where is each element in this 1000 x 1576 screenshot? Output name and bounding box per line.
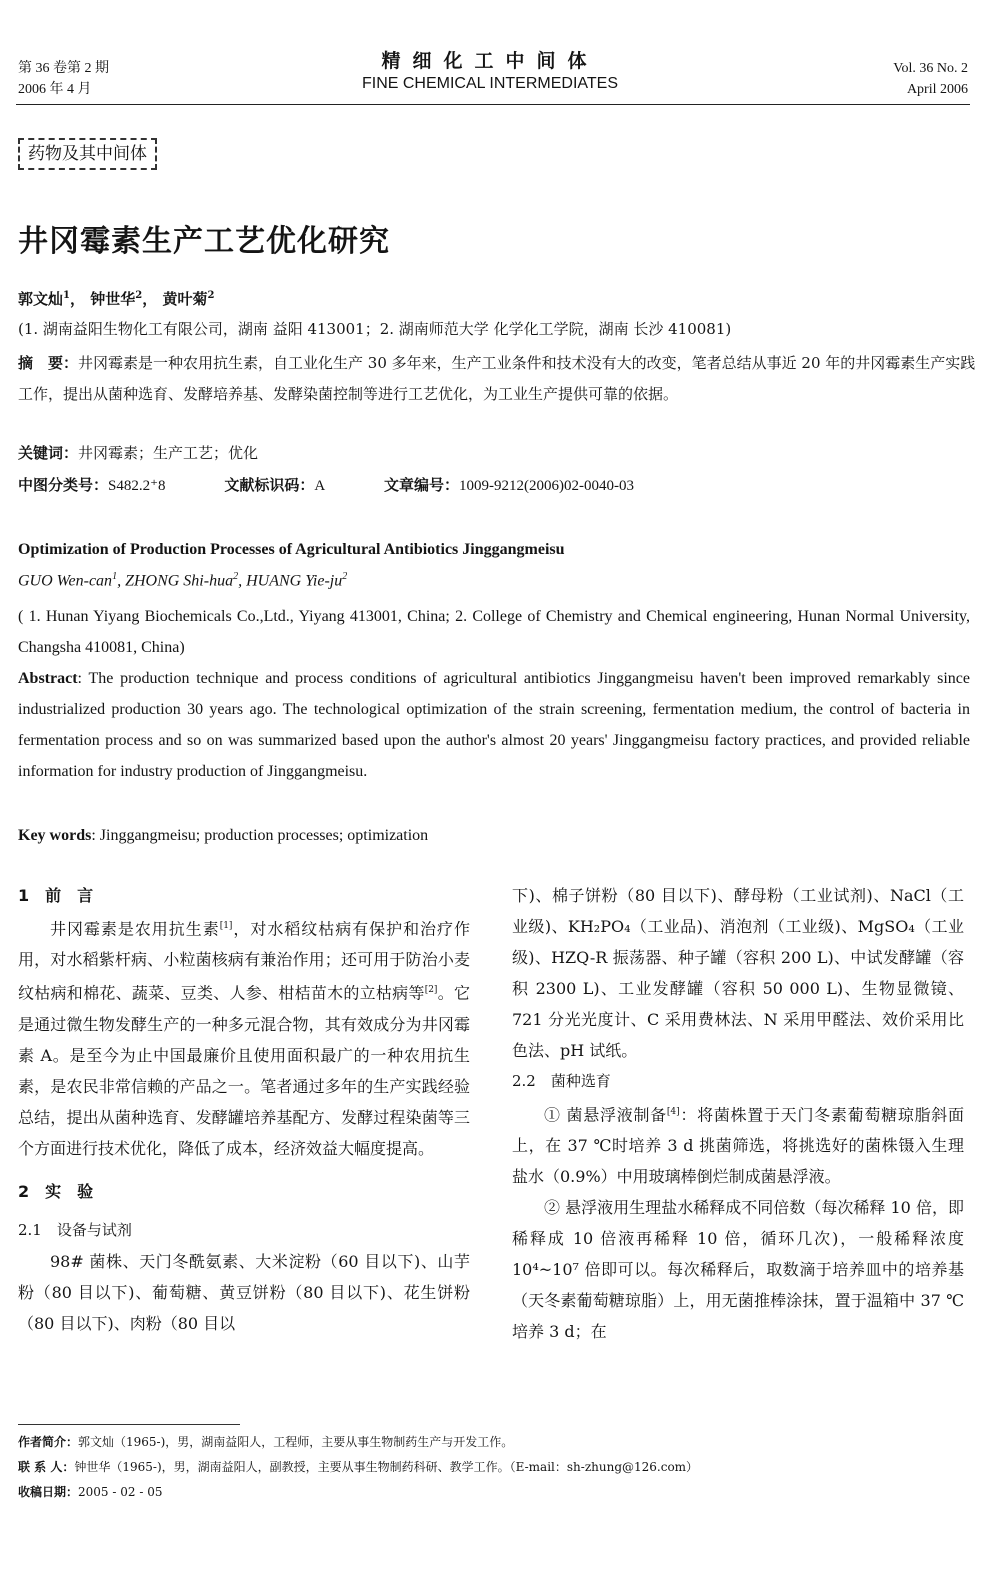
- paragraph-text: ，对水稻纹枯病有保护和治疗作用，对水稻紫杆病、小粒菌核病有兼治作用；还可用于防治小麦纹枯病和棉花、蔬菜、豆类、人参、柑桔苗木的立枯病等: [18, 919, 470, 1003]
- body-paragraph: ② 悬浮液用生理盐水稀释成不同倍数（每次稀释 10 倍，即稀释成 10 倍液再稀释 10 倍，循环几次)，一般稀释浓度 10⁴~10⁷ 倍即可以。每次稀释后，取数滴于培养皿中的培养基（天冬素葡萄糖琼脂）上，用无菌推棒涂抹，置于温箱中 37 ℃培养 3 d；在: [512, 1198, 964, 1342]
- footnote-rule: [18, 1424, 240, 1425]
- paper-title-en: Optimization of Production Processes of Agricultural Antibiotics Jinggangmeisu: [18, 541, 565, 558]
- author-name-en: GUO Wen-can: [18, 572, 113, 590]
- author-affil-mark: 2: [135, 290, 143, 301]
- abstract-cn: [18, 348, 976, 410]
- footnotes: [18, 1430, 698, 1505]
- subsection-heading: 2.2 菌种选育: [512, 1072, 611, 1090]
- citation-ref: [1]: [219, 921, 233, 931]
- article-number-value: 1009-9212(2006)02-0040-03: [458, 478, 634, 494]
- doc-code-label: 文献标识码：: [224, 476, 315, 494]
- footnote-author: [18, 1430, 698, 1455]
- keywords-cn-label: 关键词：: [18, 444, 79, 462]
- journal-name-en: FINE CHEMICAL INTERMEDIATES: [361, 75, 619, 92]
- authors-cn: [18, 288, 214, 309]
- clc-value: S482.2⁺8: [108, 478, 166, 494]
- citation-ref: [2]: [424, 985, 438, 996]
- author-separator: ，: [142, 290, 158, 308]
- author-separator: ，: [69, 290, 85, 308]
- journal-name-cn: 精细化工中间体: [381, 50, 599, 72]
- author-affil-mark: 1: [63, 290, 70, 301]
- keywords-en: Key words: Jinggangmeisu; production processes; optimization: [18, 827, 429, 844]
- author-name-en: ZHONG Shi-hua: [125, 572, 234, 590]
- keywords-en-text: Jinggangmeisu; production processes; optimization: [99, 827, 429, 844]
- paragraph-text: ① 菌悬浮液制备: [544, 1105, 667, 1125]
- footnote-label: 收稿日期：: [18, 1485, 79, 1499]
- abstract-en-label: Abstract: [18, 670, 78, 687]
- journal-masthead: [280, 48, 700, 94]
- footnote-contact: [18, 1455, 698, 1480]
- footnote-text: 2005 - 02 - 05: [78, 1485, 163, 1499]
- section-heading: 2 实 验: [18, 1181, 94, 1201]
- paragraph-text: 井冈霉素是农用抗生素: [50, 919, 220, 939]
- clc-label: 中图分类号：: [18, 476, 109, 494]
- affiliation-en: ( 1. Hunan Yiyang Biochemicals Co.,Ltd., Yiyang 413001, China; 2. College of Chemistry and Chemical engineering, Hunan Normal University, Changsha 410081, China): [18, 608, 970, 656]
- volume-en: Vol. 36 No. 2: [893, 61, 968, 76]
- body-paragraph: 下)、棉子饼粉（80 目以下)、酵母粉（工业试剂)、NaCl（工业级)、KH₂PO₄（工业品)、消泡剂（工业级)、MgSO₄（工业级)、HZQ-R 振荡器、种子罐（容积 200 L)、中试发酵罐（容积 2300 L)、工业发酵罐（容积 50 000 L)、生物显微镜、721 分光光度计、C 采用费林法、N 采用甲醛法、效价采用比色法、pH 试纸。: [512, 886, 964, 1060]
- citation-ref: [4]: [666, 1107, 680, 1117]
- body-paragraph: 98# 菌株、天门冬酰氨素、大米淀粉（60 目以下)、山芋粉（80 目以下)、葡萄糖、黄豆饼粉（80 目以下)、花生饼粉（80 目以下)、肉粉（80 目以: [18, 1251, 470, 1333]
- body-paragraph: [512, 1097, 964, 1192]
- abstract-cn-label: 摘 要：: [18, 354, 79, 372]
- classification-line: [18, 474, 634, 495]
- footnote-label: 作者简介：: [18, 1435, 79, 1449]
- footnote-text: 钟世华（1965-)，男，湖南益阳人，副教授，主要从事生物制药科研、教学工作。（E-mail：sh-zhung@126.com）: [74, 1460, 699, 1474]
- body-paragraph: [18, 911, 470, 1164]
- author-affil-mark: 1: [112, 571, 118, 582]
- date-en: April 2006: [906, 82, 968, 97]
- column-tag: 药物及其中间体: [18, 138, 157, 170]
- keywords-cn: [18, 442, 258, 463]
- author-name: 郭文灿: [18, 290, 64, 308]
- paragraph-text: ：将菌株置于天门冬素葡萄糖琼脂斜面上，在 37 ℃时培养 3 d 挑菌筛选，将挑选好的菌株镊入生理盐水（0.9%）中用玻璃棒倒烂制成菌悬浮液。: [512, 1105, 964, 1187]
- author-affil-mark: 2: [207, 290, 215, 301]
- author-name-en: HUANG Yie-ju: [246, 572, 343, 590]
- issue-info-en: [893, 58, 968, 100]
- author-affil-mark: 2: [233, 571, 239, 582]
- author-affil-mark: 2: [342, 571, 348, 582]
- subsection-heading: 2.1 设备与试剂: [18, 1220, 132, 1239]
- author-name: 黄叶菊: [162, 290, 208, 308]
- author-name: 钟世华: [90, 290, 136, 308]
- body-column-right: [512, 880, 964, 1347]
- article-number-label: 文章编号：: [383, 476, 459, 494]
- issue-info: [18, 58, 109, 100]
- volume-cn: 第 36 卷第 2 期: [18, 61, 109, 76]
- affiliation-cn: (1. 湖南益阳生物化工有限公司，湖南 益阳 413001；2. 湖南师范大学 化学化工学院，湖南 长沙 410081): [18, 320, 732, 338]
- header-rule: [16, 104, 970, 105]
- footnote-text: 郭文灿（1965-)，男，湖南益阳人，工程师，主要从事生物制药生产与开发工作。: [78, 1435, 514, 1449]
- footnote-label: 联 系 人：: [18, 1460, 75, 1474]
- paper-title-cn: 井冈霉素生产工艺优化研究: [18, 224, 390, 259]
- abstract-en-text: The production technique and process conditions of agricultural antibiotics Jinggangmeisu haven't been improved remarkably since industrialized production 30 years ago. The technological optimization of the strain screening, fermentation medium, the control of bacteria in fermentation process and so on was summarized based upon the author's almost 20 years' Jinggangmeisu factory practices, and provided reliable information for industry production of Jinggangmeisu.: [18, 670, 971, 780]
- authors-en: GUO Wen-can$^1$, ZHONG Shi-hua$^2$, HUANG Yie-$ju^2$: [18, 571, 348, 590]
- date-cn: 2006 年 4 月: [18, 82, 92, 97]
- section-heading: 1 前 言: [18, 886, 94, 905]
- keywords-cn-text: 井冈霉素；生产工艺；优化: [78, 444, 259, 462]
- abstract-en: Abstract: The production technique and process conditions of agricultural antibiotics Jinggangmeisu haven't been improved remarkably since industrialized production 30 years ago. The technological optimization of the strain screening, fermentation medium, the control of bacteria in fermentation process and so on was summarized based upon the author's almost 20 years' Jinggangmeisu factory practices, and provided reliable information for industry production of Jinggangmeisu.: [18, 670, 971, 780]
- footnote-received: [18, 1480, 698, 1505]
- abstract-cn-text: 井冈霉素是一种农用抗生素，自工业化生产 30 多年来，生产工业条件和技术没有大的改变，笔者总结从事近 20 年的井冈霉素生产实践工作，提出从菌种选育、发酵培养基、发酵染菌控制等进行工艺优化，为工业生产提供可靠的依据。: [18, 354, 976, 403]
- body-column-left: [18, 880, 470, 1339]
- keywords-en-label: Key words: [18, 827, 92, 844]
- paragraph-text: 。它是通过微生物发酵生产的一种多元混合物，其有效成分为井冈霉素 A。是至今为止中国最廉价且使用面积最广的一种农用抗生素，是农民非常信赖的产品之一。笔者通过多年的生产实践经验总结，提出从菌种选育、发酵罐培养基配方、发酵过程染菌等三个方面进行技术优化，降低了成本，经济效益大幅度提高。: [18, 983, 470, 1158]
- doc-code-value: A: [314, 478, 326, 494]
